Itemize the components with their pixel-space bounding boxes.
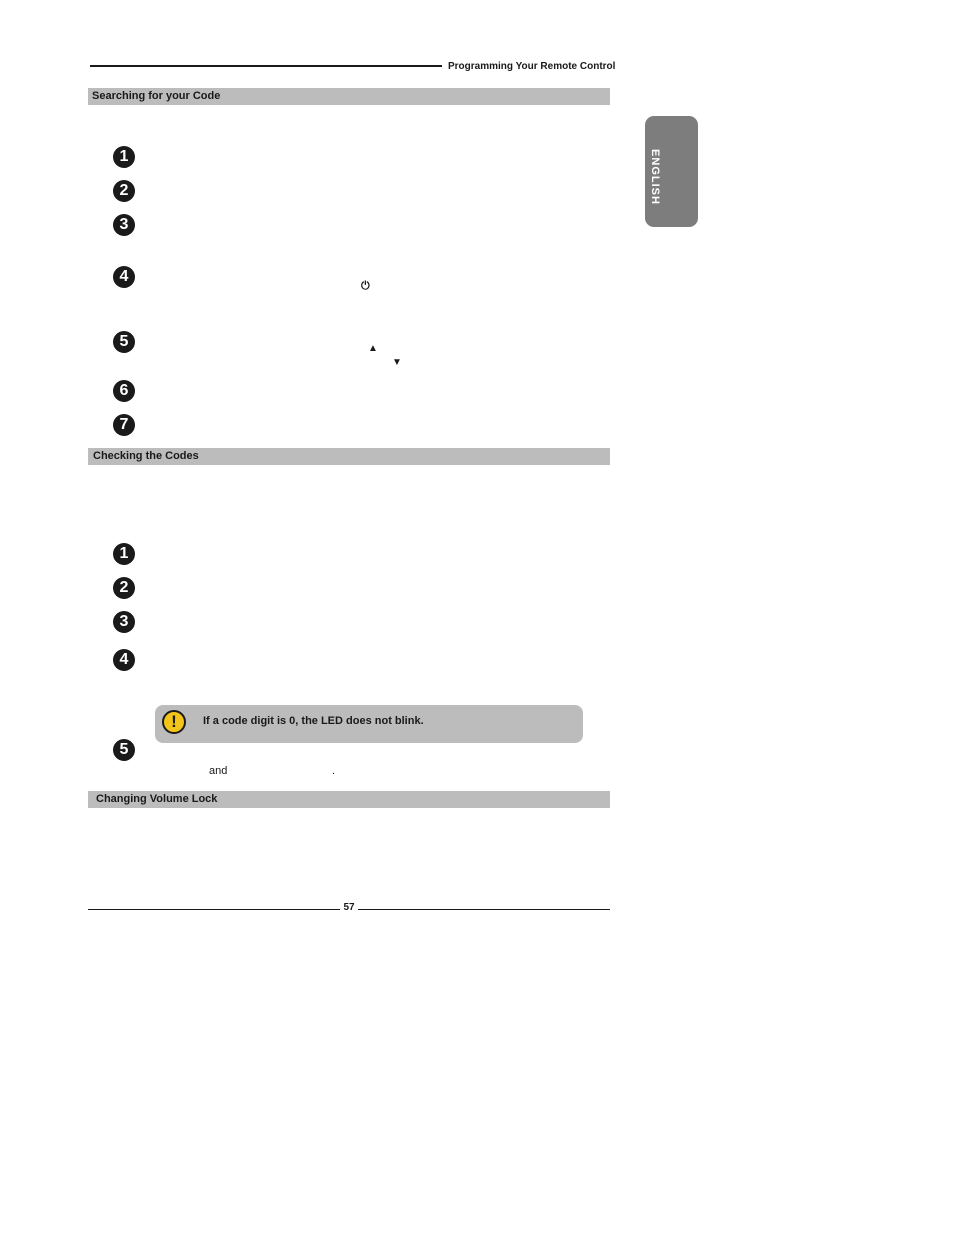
language-tab-label: ENGLISH	[649, 149, 661, 205]
warning-icon: !	[162, 710, 186, 734]
page-number: 57	[343, 902, 355, 913]
note-text: If a code digit is 0, the LED does not blink.	[203, 715, 424, 727]
section-title-searching: Searching for your Code	[88, 88, 610, 105]
step-number: 1	[113, 146, 135, 168]
section-title-checking: Checking the Codes	[88, 448, 610, 465]
step-number: 1	[113, 543, 135, 565]
step-number: 6	[113, 380, 135, 402]
step-number: 7	[113, 414, 135, 436]
step-number: 2	[113, 180, 135, 202]
header-rule	[90, 65, 442, 67]
text-fragment-and: and	[209, 765, 228, 777]
step-number: 4	[113, 266, 135, 288]
section-title-volume-lock: Changing Volume Lock	[88, 791, 610, 808]
step-number: 5	[113, 331, 135, 353]
step-number: 3	[113, 611, 135, 633]
step-number: 2	[113, 577, 135, 599]
step-number: 4	[113, 649, 135, 671]
language-tab	[645, 116, 698, 227]
power-icon: ⏻	[361, 280, 370, 292]
down-arrow-icon: ▼	[392, 357, 402, 368]
step-number: 5	[113, 739, 135, 761]
footer-rule-right	[358, 909, 610, 910]
text-fragment-period: .	[332, 765, 336, 777]
step-number: 3	[113, 214, 135, 236]
footer-rule-left	[88, 909, 340, 910]
page-header-title: Programming Your Remote Control	[448, 61, 616, 72]
up-arrow-icon: ▲	[368, 343, 378, 354]
